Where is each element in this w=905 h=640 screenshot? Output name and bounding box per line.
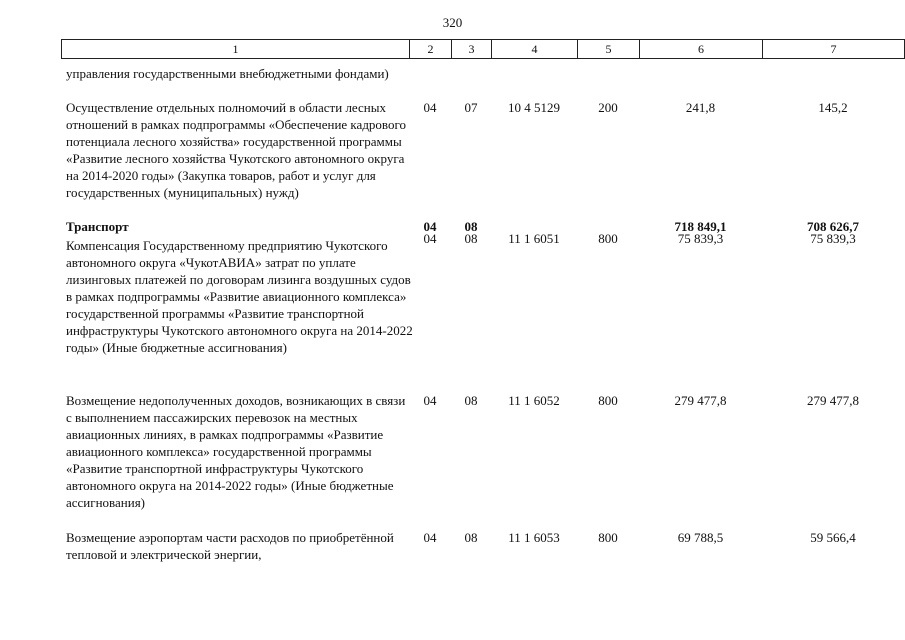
budget-table-body — [61, 65, 904, 569]
table-row — [61, 65, 904, 99]
expense-type-code: 800 — [598, 530, 618, 545]
table-row — [61, 231, 904, 392]
expense-type-code: 200 — [598, 100, 618, 115]
table-row — [61, 99, 904, 218]
amount-col-7: 75 839,3 — [810, 231, 856, 246]
expense-type-code: 800 — [598, 231, 618, 246]
target-article-code: 11 1 6052 — [508, 393, 560, 408]
header-col-5: 5 — [578, 40, 640, 59]
amount-col-7: 145,2 — [818, 100, 848, 115]
subsection-code: 08 — [464, 393, 478, 408]
row-description: Компенсация Государственному предприятию Чукотского автономного округа «ЧукотАВИА» затрат по уплате лизинговых платежей по договорам лизинга воздушных судов в рамках подпрограммы «Развитие авиационного комплекса» государственной программы «Развитие транспортной инфраструктуры Чукотского автономного округа на 2014-2022 годы» (Иные бюджетные ассигнования) — [66, 238, 413, 355]
subsection-code: 08 — [464, 219, 478, 234]
header-col-2: 2 — [410, 40, 452, 59]
header-col-1: 1 — [62, 40, 410, 59]
target-article-code: 11 1 6051 — [508, 231, 560, 246]
row-description: управления государственными внебюджетными фондами) — [66, 66, 389, 81]
amount-col-6: 718 849,1 — [674, 219, 727, 234]
row-description: Возмещение аэропортам части расходов по приобретённой тепловой и электрической энергии, — [66, 530, 394, 562]
amount-col-6: 279 477,8 — [674, 393, 727, 408]
target-article-code: 11 1 6053 — [508, 530, 560, 545]
section-code: 04 — [423, 219, 437, 234]
table-row — [61, 392, 904, 529]
section-code: 04 — [423, 100, 437, 115]
section-code: 04 — [423, 393, 437, 408]
table-row — [61, 529, 904, 569]
expense-type-code: 800 — [598, 393, 618, 408]
row-description: Возмещение недополученных доходов, возникающих в связи с выполнением пассажирских перевозок на местных авиационных линиях, в рамках подпрограммы «Развитие авиационного комплекса» государственной программы «Развитие транспортной инфраструктуры Чукотского автономного округа на 2014-2022 годы» (Иные бюджетные ассигнования) — [66, 393, 406, 510]
amount-col-6: 69 788,5 — [677, 530, 724, 545]
amount-col-6: 241,8 — [685, 100, 716, 115]
target-article-code: 10 4 5129 — [508, 100, 560, 115]
header-col-3: 3 — [452, 40, 492, 59]
section-code: 04 — [423, 231, 437, 246]
header-col-6: 6 — [640, 40, 763, 59]
header-row — [62, 40, 905, 59]
amount-col-7: 59 566,4 — [810, 530, 856, 545]
section-code: 04 — [423, 530, 437, 545]
page-number: 320 — [442, 15, 463, 30]
header-col-7: 7 — [763, 40, 905, 59]
header-col-4: 4 — [492, 40, 578, 59]
amount-col-7: 279 477,8 — [807, 393, 859, 408]
column-header-table — [61, 39, 905, 59]
subsection-code: 08 — [464, 530, 478, 545]
amount-col-7: 708 626,7 — [807, 219, 859, 234]
subsection-code: 07 — [464, 100, 478, 115]
subsection-code: 08 — [464, 231, 478, 246]
row-description: Осуществление отдельных полномочий в области лесных отношений в рамках подпрограммы «Обеспечение кадрового потенциала лесного хозяйства» государственной программы «Развитие лесного хозяйства Чукотского автономного округа на 2014-2020 годы» (Закупка товаров, работ и услуг для государственных (муниципальных) нужд) — [66, 100, 406, 200]
amount-col-6: 75 839,3 — [677, 231, 724, 246]
row-description: Транспорт — [66, 219, 129, 234]
